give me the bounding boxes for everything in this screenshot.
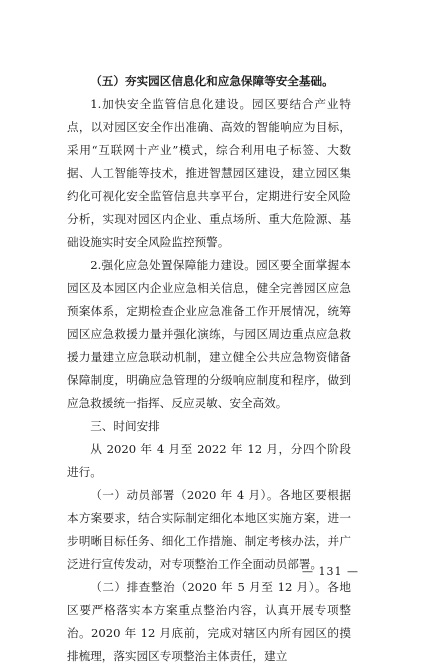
paragraph-item-1: 1.加快安全监管信息化建设。园区要结合产业特点，以对园区安全作出准确、高效的智能响应为目标，采用“互联网十产业”模式，综合利用电子标签、大数据、人工智能等技术，推进智慧园区建设，建立园区集约化可视化安全监管信息共享平台，定期进行安全风险分析，实现对园区内企业、重点场所、重大危险源、基础设施实时安全风险监控预警。 <box>67 97 351 249</box>
paragraph-timeline: 从 2020 年 4 月至 2022 年 12 月，分四个阶段进行。 <box>67 442 351 479</box>
paragraph-stage-one: （一）动员部署（2020 年 4 月）。各地区要根据本方案要求，结合实际制定细化本地区实施方案，进一步明晰目标任务、细化工作措施、制定考核办法，并广泛进行宣传发动，对专项整治工作全面动员部署。 <box>67 488 351 571</box>
paragraph-item-2: 2.强化应急处置保障能力建设。园区要全面掌握本园区及本园区内企业应急相关信息，健全完善园区应急预案体系，定期检查企业应急准备工作开展情况，统筹园区应急救援力量并强化演练，与园区周边重点应急救援力量建立应急联动机制，建立健全公共应急物资储备保障制度，明确应急管理的分级响应制度和程序，做到应急救援统一指挥、反应灵敏、安全高效。 <box>67 258 351 410</box>
document-body <box>67 70 351 668</box>
page-number: — 131 — <box>302 565 359 578</box>
section-heading-five: （五）夯实园区信息化和应急保障等安全基础。 <box>90 74 334 88</box>
section-heading-three: 三、时间安排 <box>90 419 160 433</box>
paragraph-stage-two: （二）排查整治（2020 年 5 月至 12 月）。各地区要严格落实本方案重点整治内容，认真开展专项整治。2020 年 12 月底前，完成对辖区内所有园区的摸排梳理，落实园区专项整治主体责任，建立 <box>67 580 351 663</box>
